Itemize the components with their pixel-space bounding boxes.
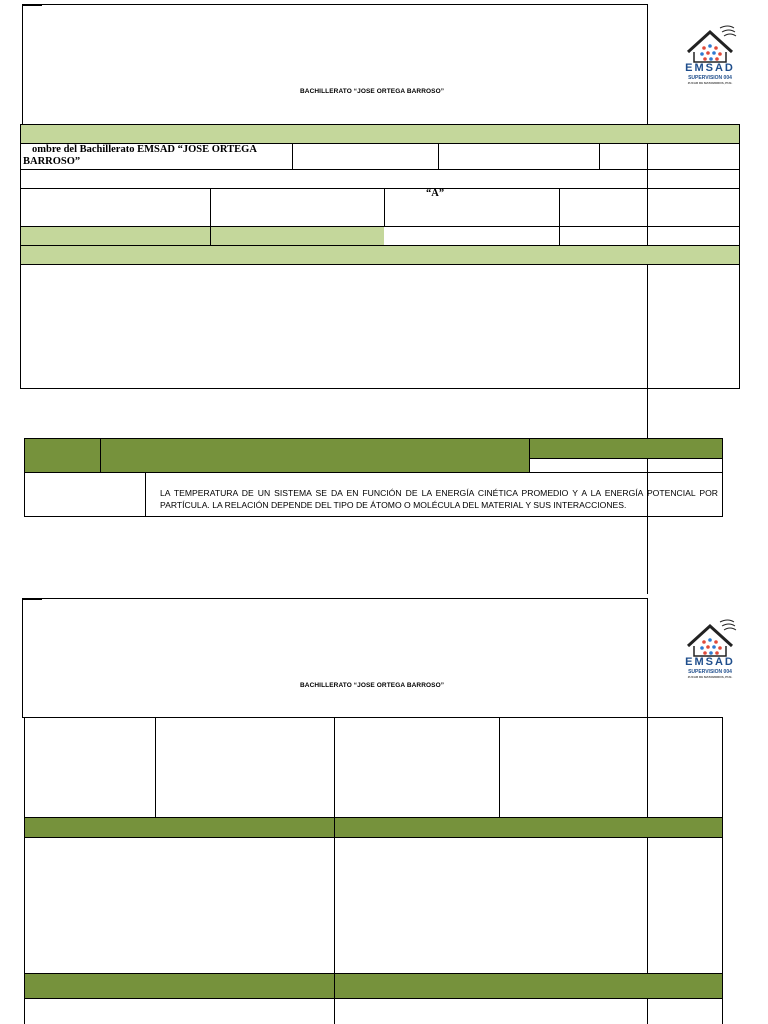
logo-house-icon [680, 616, 740, 658]
header-title: BACHILLERATO “JOSE ORTEGA BARROSO” [300, 88, 445, 95]
page-guide [647, 264, 648, 594]
cell-divider [647, 837, 648, 974]
cell-divider [599, 143, 600, 170]
logo-subtitle: ZUCAR DE MATAMOROS, PUE. [687, 675, 733, 679]
content-block [20, 264, 740, 389]
cell-divider [647, 717, 648, 818]
logo-word: EMSAD [685, 62, 735, 74]
cell-divider [438, 143, 439, 170]
cell-divider [334, 817, 335, 838]
cell-divider [384, 188, 385, 227]
header-white-cell [530, 458, 722, 472]
cell-divider [334, 837, 335, 974]
corner-mark [22, 4, 42, 6]
concept-text: LA TEMPERATURA DE UN SISTEMA SE DA EN FUNCIÓN DE LA ENERGÍA CINÉTICA PROMEDIO Y A LA ENERGÍA POTENCIAL POR PARTÍCULA. LA RELACIÓN DEPENDE DEL TIPO DE ÁTOMO O MOLÉCULA DEL MATERIAL Y SUS INTERACCIONES. [160, 488, 718, 510]
cell-divider [100, 438, 101, 473]
info-row-blank [20, 169, 740, 189]
cell-divider [334, 998, 335, 1024]
cell-divider [334, 717, 335, 818]
section-band [20, 124, 740, 144]
header-title: BACHILLERATO “JOSE ORTEGA BARROSO” [300, 682, 445, 689]
planning-row [24, 717, 723, 818]
section-band-dark [24, 817, 723, 838]
info-row-group [20, 188, 740, 227]
logo-word: EMSAD [685, 656, 735, 668]
activities-block [24, 837, 723, 974]
cell-divider [647, 169, 648, 189]
school-name-line-2: BARROSO” [23, 156, 81, 167]
cell-divider [292, 143, 293, 170]
green-cell [211, 227, 384, 245]
emsad-logo [680, 22, 740, 94]
group-label: “A” [426, 188, 445, 199]
logo-subtitle: ZUCAR DE MATAMOROS, PUE. [687, 81, 733, 85]
logo-house-icon [680, 22, 740, 64]
header-frame [22, 4, 648, 125]
cell-divider [155, 717, 156, 818]
cell-divider [499, 717, 500, 818]
cell-divider [647, 143, 648, 170]
cell-divider [334, 973, 335, 999]
bottom-block [24, 998, 723, 1024]
section-band-dark [24, 973, 723, 999]
cell-divider [647, 458, 648, 473]
cell-divider [647, 998, 648, 1024]
corner-mark [22, 598, 42, 600]
logo-supervision: SUPERVISION 004 [688, 669, 732, 675]
cell-divider [145, 472, 146, 517]
emsad-logo [680, 616, 740, 688]
section-band [20, 245, 740, 265]
header-frame [22, 598, 648, 718]
school-name-line-1: ombre del Bachillerato EMSAD “JOSE ORTEGA [32, 144, 257, 155]
green-cell [21, 227, 210, 245]
logo-supervision: SUPERVISION 004 [688, 75, 732, 81]
